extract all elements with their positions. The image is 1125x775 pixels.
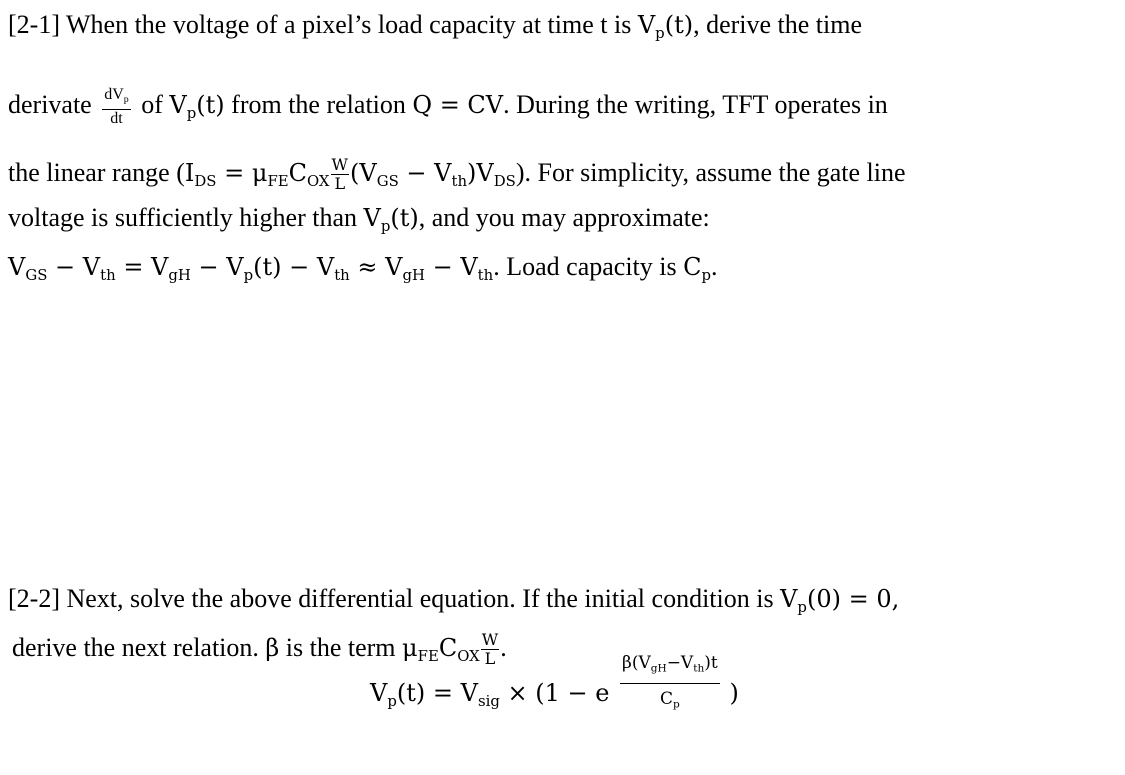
text: , derive the time xyxy=(693,10,863,39)
vp-symbol: $V_p(t)$ xyxy=(169,91,225,122)
problem-2-2-line-2 xyxy=(12,631,507,671)
w-over-l-fraction: $\frac{W}{L}$ xyxy=(331,155,348,193)
text: of xyxy=(134,90,170,120)
text: . xyxy=(711,252,718,281)
text: derive the next relation. xyxy=(12,633,266,662)
problem-2-1-line-3 xyxy=(8,156,906,196)
problem-2-1-line-1 xyxy=(8,10,862,48)
text: [2-2] Next, solve the above differential equation. If the initial condition is xyxy=(8,584,781,613)
problem-2-1-line-5 xyxy=(8,252,718,290)
text: . Load capacity is xyxy=(493,252,684,281)
text: ). For simplicity, assume the gate line xyxy=(515,158,906,187)
w-over-l-fraction: $\frac{W}{L}$ xyxy=(481,630,499,668)
text: voltage is sufficiently higher than xyxy=(8,203,364,232)
initial-condition: $V_p(0) = 0$, xyxy=(780,585,900,616)
ids-equation: $I_{DS} = \mu_{FE}C_{OX}$ $\frac{W}{L}$ $(V_{GS} - V_{th})V_{DS}$ xyxy=(184,155,516,193)
approximation-equation: $V_{GS} - V_{th} = V_{gH} - V_p(t) - V_{th} \approx V_{gH} - V_{th}$ xyxy=(8,253,494,284)
dvp-dt-fraction: $\frac{dV_p}{dt}$ xyxy=(104,86,129,128)
beta-symbol: β xyxy=(265,634,280,662)
problem-2-1-line-2 xyxy=(8,86,888,128)
exponent-fraction: $\beta(V_{gH}-V_{th})t$ $C_p$ xyxy=(620,648,720,720)
problem-2-1-line-4 xyxy=(8,203,710,241)
problem-2-2-line-1 xyxy=(8,584,899,622)
vp-solution-equation: $V_p(t) = V_{sig} \times (1 - e$ ) $\beta(V_{gH}-V_{th})t$ $C_p$ xyxy=(370,678,739,716)
text: derivate xyxy=(8,90,99,120)
text: is the term xyxy=(279,633,403,662)
text: . xyxy=(500,633,507,662)
vp-symbol: $V_p(t)$ xyxy=(637,11,694,42)
beta-definition: $\mu_{FE}C_{OX}$ $\frac{W}{L}$ xyxy=(402,630,499,668)
text: , and you may approximate: xyxy=(418,203,710,232)
text: the linear range ( xyxy=(8,158,185,187)
vp-symbol: $V_p(t)$ xyxy=(363,204,419,235)
relation-q-cv: Q = CV xyxy=(412,91,504,120)
text: from the relation xyxy=(224,90,413,120)
text: . During the writing, TFT operates in xyxy=(503,90,888,120)
cp-symbol: $C_p$ xyxy=(683,253,712,284)
text: [2-1] When the voltage of a pixel’s load capacity at time t is xyxy=(8,10,638,39)
